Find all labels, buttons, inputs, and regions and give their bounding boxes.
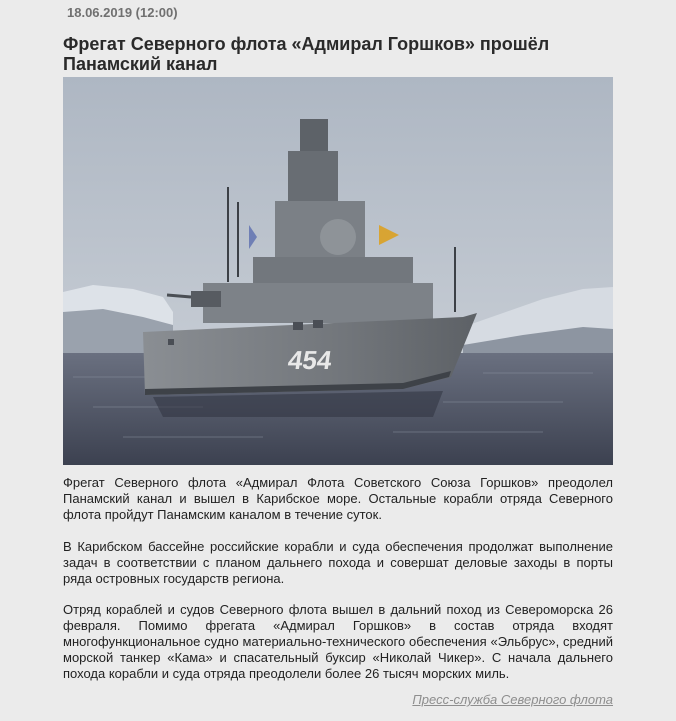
gun-barrel: [167, 295, 191, 297]
article-paragraph-3: Отряд кораблей и судов Северного флота вышел в дальний поход из Североморска 26 февраля. Помимо фрегата «Адмирал Горшков» в состав отряда входят многофункциональное судно материально-технического обеспечения «Эльбрус», средний морской танкер «Кама» и спасательный буксир «Николай Чикер». С начала дальнего похода корабли и суда отряда преодолели более 26 тысяч морских миль.: [63, 602, 613, 681]
article-paragraph-2: В Карибском бассейне российские корабли и суда обеспечения продолжат выполнение задач в соответствии с планом дальнего похода и совершат деловые заходы в порты ряда островных государств региона.: [63, 539, 613, 586]
hull-number: 454: [286, 345, 334, 375]
article-title: Фрегат Северного флота «Адмирал Горшков» прошёл Панамский канал: [63, 34, 550, 74]
main-mast: [288, 151, 338, 201]
frigate-photo: [63, 77, 613, 465]
source-link[interactable]: Пресс-служба Северного флота: [412, 692, 613, 707]
superstructure-lower: [203, 283, 433, 323]
article-photo: [63, 77, 613, 465]
radar-top: [300, 119, 328, 151]
article-date: 18.06.2019 (12:00): [67, 5, 178, 20]
article-paragraph-1: Фрегат Северного флота «Адмирал Флота Советского Союза Горшков» преодолел Панамский канал и вышел в Карибское море. Остальные корабли отряда Северного флота пройдут Панамским каналом в течение суток.: [63, 475, 613, 522]
gun-turret: [191, 291, 221, 307]
radar-dome: [320, 219, 356, 255]
